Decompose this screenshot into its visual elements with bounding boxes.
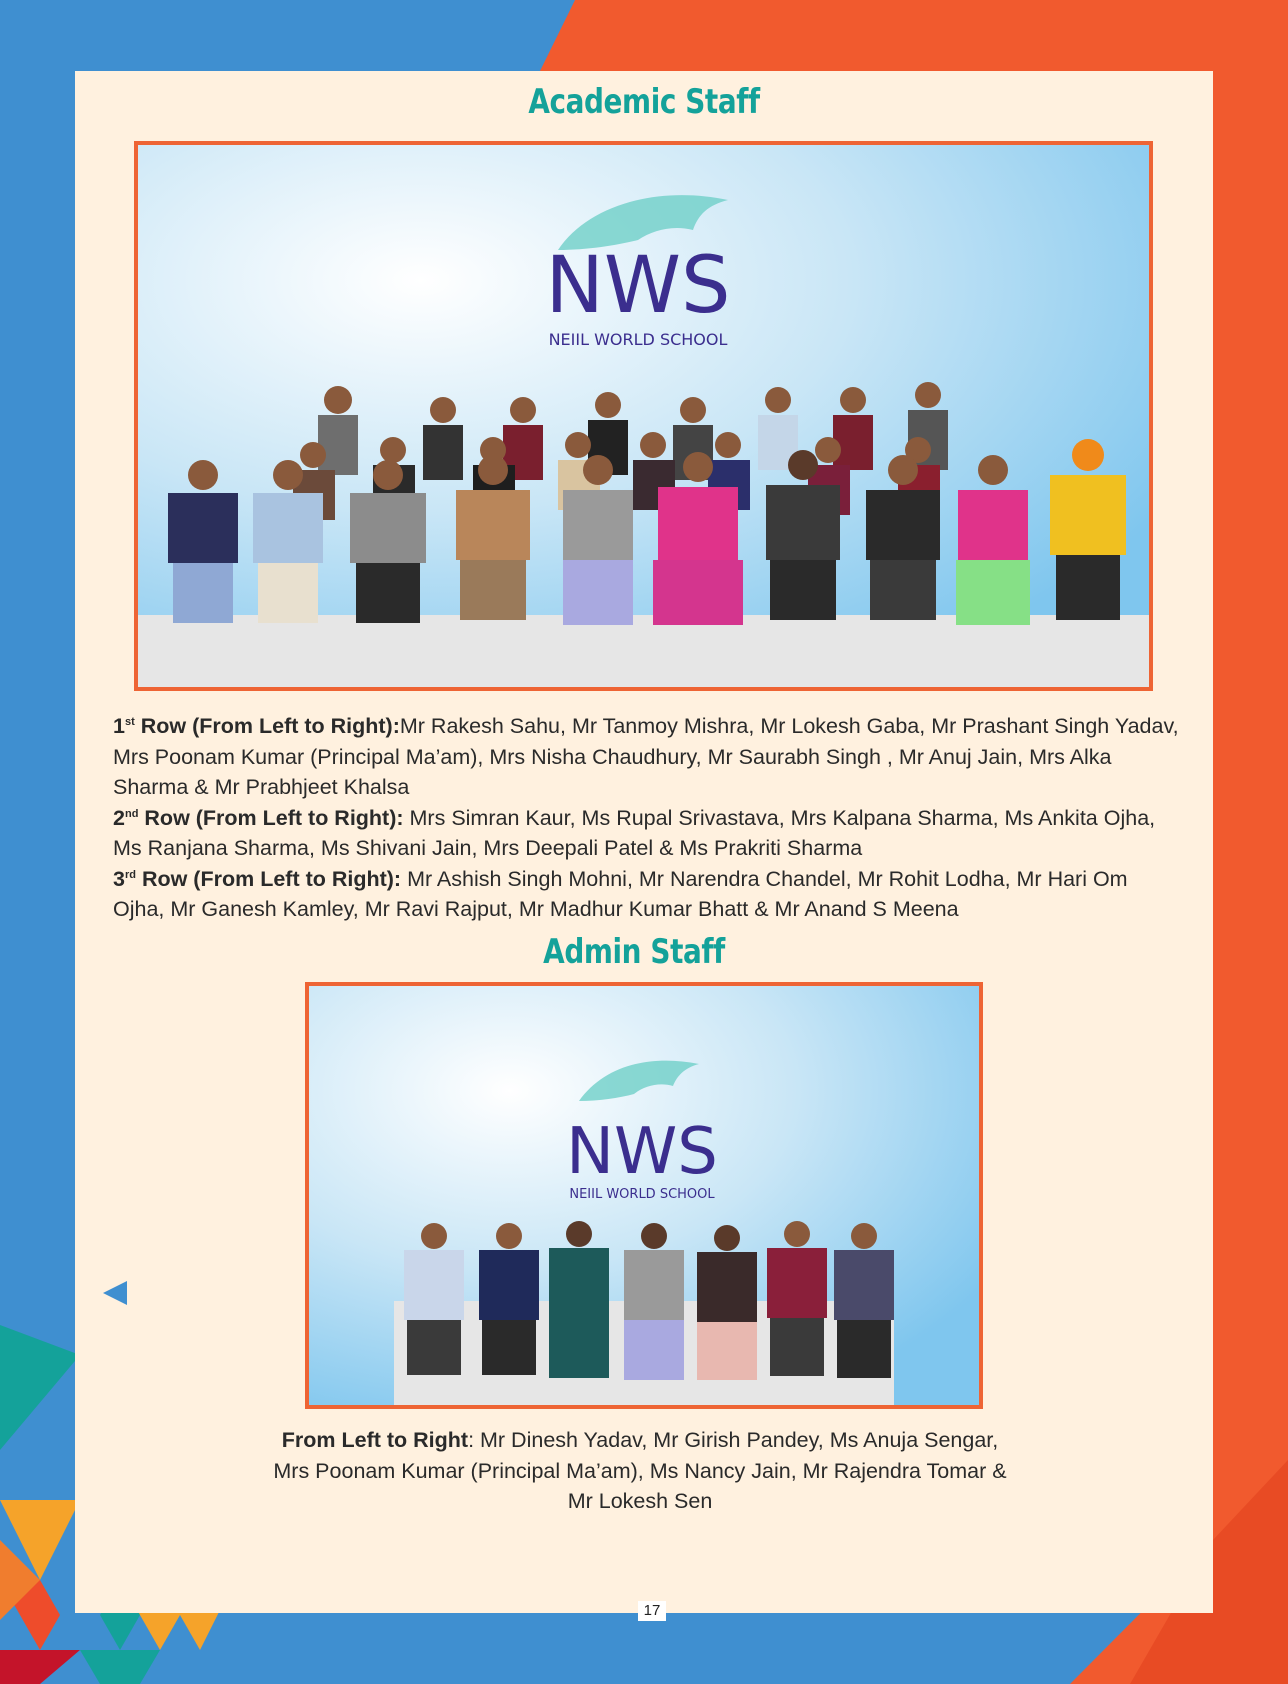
- academic-row-2: 2nd Row (From Left to Right): Mrs Simran Kaur, Ms Rupal Srivastava, Mrs Kalpana Sharma, Ms Ankita Ojha, Ms Ranjana Sharma, Ms Shivani Jain, Mrs Deepali Patel & Ms Prakriti Sharma: [113, 805, 1156, 860]
- admin-caption-line-3: Mr Lokesh Sen: [567, 1489, 713, 1513]
- admin-caption-line-2: Mrs Poonam Kumar (Principal Ma’am), Ms Nancy Jain, Mr Rajendra Tomar &: [273, 1458, 1007, 1483]
- page-number: 17: [638, 1601, 666, 1621]
- admin-staff-heading: Admin Staff: [543, 932, 725, 972]
- admin-staff-photo: [305, 982, 983, 1409]
- admin-caption-line-1: From Left to Right: Mr Dinesh Yadav, Mr Girish Pandey, Ms Anuja Sengar,: [281, 1428, 999, 1452]
- nws-logo-text: NWS: [566, 1115, 718, 1189]
- nws-logo-text: NWS: [545, 241, 731, 331]
- triangle-marker-icon: [100, 1278, 130, 1308]
- academic-staff-caption: [113, 711, 1183, 925]
- admin-staff-caption: [200, 1425, 1080, 1517]
- nws-logo-subtext: NEIIL WORLD SCHOOL: [569, 1187, 715, 1202]
- academic-row-1: 1st Row (From Left to Right):Mr Rakesh Sahu, Mr Tanmoy Mishra, Mr Lokesh Gaba, Mr Prashant Singh Yadav, Mrs Poonam Kumar (Principal Ma’am), Mrs Nisha Chaudhury, Mr Saurabh Singh , Mr Anuj Jain, Mrs Alka Sharma & Mr Prabhjeet Khalsa: [113, 714, 1179, 799]
- academic-row-3: 3rd Row (From Left to Right): Mr Ashish Singh Mohni, Mr Narendra Chandel, Mr Rohit Lodha, Mr Hari Om Ojha, Mr Ganesh Kamley, Mr Ravi Rajput, Mr Madhur Kumar Bhatt & Mr Anand S Meena: [113, 866, 1128, 921]
- academic-staff-photo: [134, 141, 1153, 691]
- nws-logo-subtext: NEIIL WORLD SCHOOL: [548, 330, 728, 349]
- academic-staff-heading: Academic Staff: [528, 82, 760, 122]
